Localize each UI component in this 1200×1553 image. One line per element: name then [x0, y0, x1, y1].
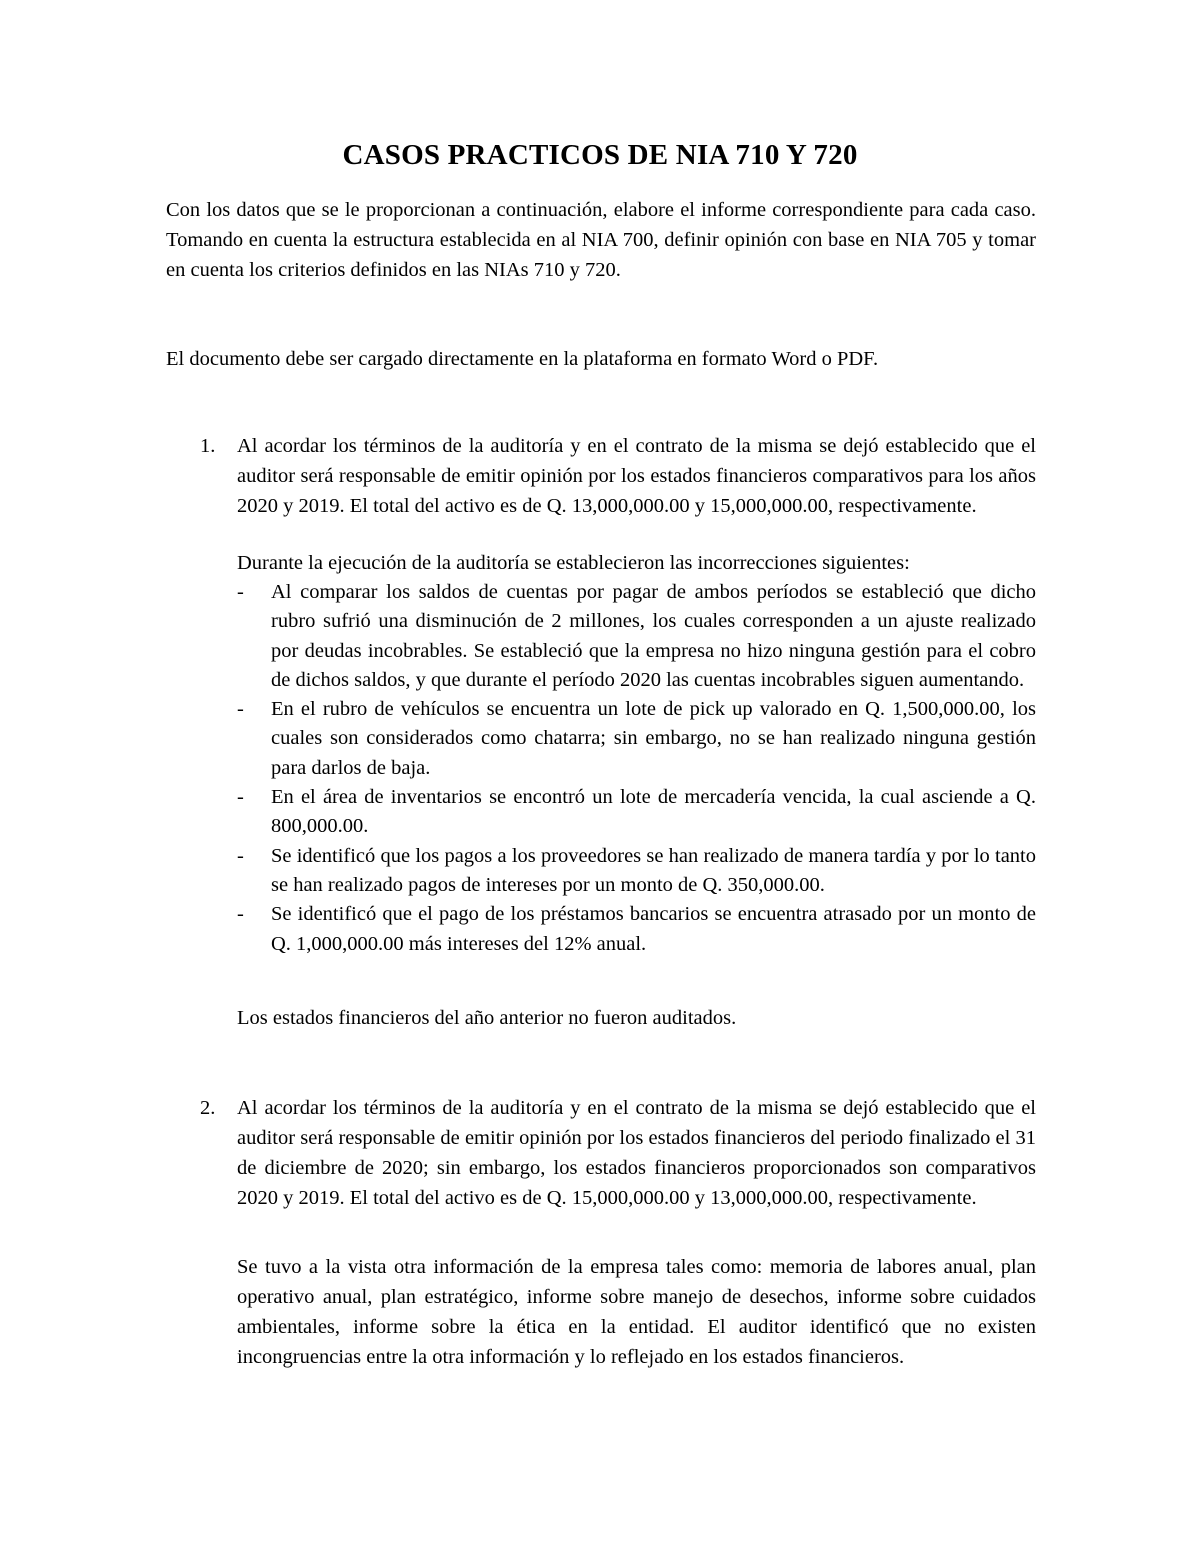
list-item [237, 578, 1036, 695]
bullet-text: En el rubro de vehículos se encuentra un lote de pick up valorado en Q. 1,500,000.00, los cuales son considerados como chatarra; sin embargo, no se han realizado ninguna gestión para darlos de baja. [271, 698, 1036, 779]
case-2-paragraph-2: Se tuvo a la vista otra información de la empresa tales como: memoria de labores anual, plan operativo anual, plan estratégico, informe sobre manejo de desechos, informe sobre cuidados ambientales, informe sobre la ética en la entidad. El auditor identificó que no existen incongruencias entre la otra información y lo reflejado en los estados financieros. [237, 1256, 1036, 1368]
bullet-text: Al comparar los saldos de cuentas por pagar de ambos períodos se estableció que dicho rubro sufrió una disminución de 2 millones, los cuales corresponden a un ajuste realizado por deudas incobrables. Se estableció que la empresa no hizo ninguna gestión para el cobro de dichos saldos, y que durante el período 2020 las cuentas incobrables siguen aumentando. [271, 581, 1036, 691]
case-1-bullet-list [237, 578, 1036, 959]
bullet-marker: - [237, 903, 244, 926]
bullet-text: En el área de inventarios se encontró un lote de mercadería vencida, la cual asciende a Q. 800,000.00. [271, 786, 1036, 838]
document-title: CASOS PRACTICOS DE NIA 710 Y 720 [342, 139, 858, 171]
case-1-number: 1. [200, 435, 216, 457]
bullet-marker: - [237, 581, 244, 603]
bullet-marker: - [237, 698, 244, 721]
bullet-text: Se identificó que el pago de los préstamos bancarios se encuentra atrasado por un monto de Q. 1,000,000.00 más intereses del 12% anual. [271, 903, 1036, 955]
case-1-subheading: Durante la ejecución de la auditoría se establecieron las incorrecciones siguientes: [237, 552, 910, 574]
list-item [237, 783, 1036, 842]
case-1-closing: Los estados financieros del año anterior no fueron auditados. [237, 1007, 737, 1029]
case-1-paragraph: Al acordar los términos de la auditoría y en el contrato de la misma se dejó establecido que el auditor será responsable de emitir opinión por los estados financieros comparativos para los años 2020 y 2019. El total del activo es de Q. 13,000,000.00 y 15,000,000.00, respectivamente. [237, 435, 1036, 517]
case-2-paragraph: Al acordar los términos de la auditoría y en el contrato de la misma se dejó establecido que el auditor será responsable de emitir opinión por los estados financieros del periodo finalizado el 31 de diciembre de 2020; sin embargo, los estados financieros proporcionados son comparativos 2020 y 2019. El total del activo es de Q. 15,000,000.00 y 13,000,000.00, respectivamente. [237, 1097, 1036, 1209]
list-item [237, 695, 1036, 783]
case-2-number: 2. [200, 1097, 216, 1119]
intro-paragraph: Con los datos que se le proporcionan a continuación, elabore el informe correspondiente para cada caso. Tomando en cuenta la estructura establecida en al NIA 700, definir opinión con base en NIA 705 y tomar en cuenta los criterios definidos en las NIAs 710 y 720. [166, 199, 1036, 281]
upload-instructions: El documento debe ser cargado directamente en la plataforma en formato Word o PDF. [166, 348, 879, 370]
bullet-marker: - [237, 844, 244, 867]
list-item [237, 842, 1036, 901]
bullet-marker: - [237, 786, 244, 809]
list-item [237, 900, 1036, 959]
bullet-text: Se identificó que los pagos a los proveedores se han realizado de manera tardía y por lo tanto se han realizado pagos de intereses por un monto de Q. 350,000.00. [271, 844, 1036, 896]
